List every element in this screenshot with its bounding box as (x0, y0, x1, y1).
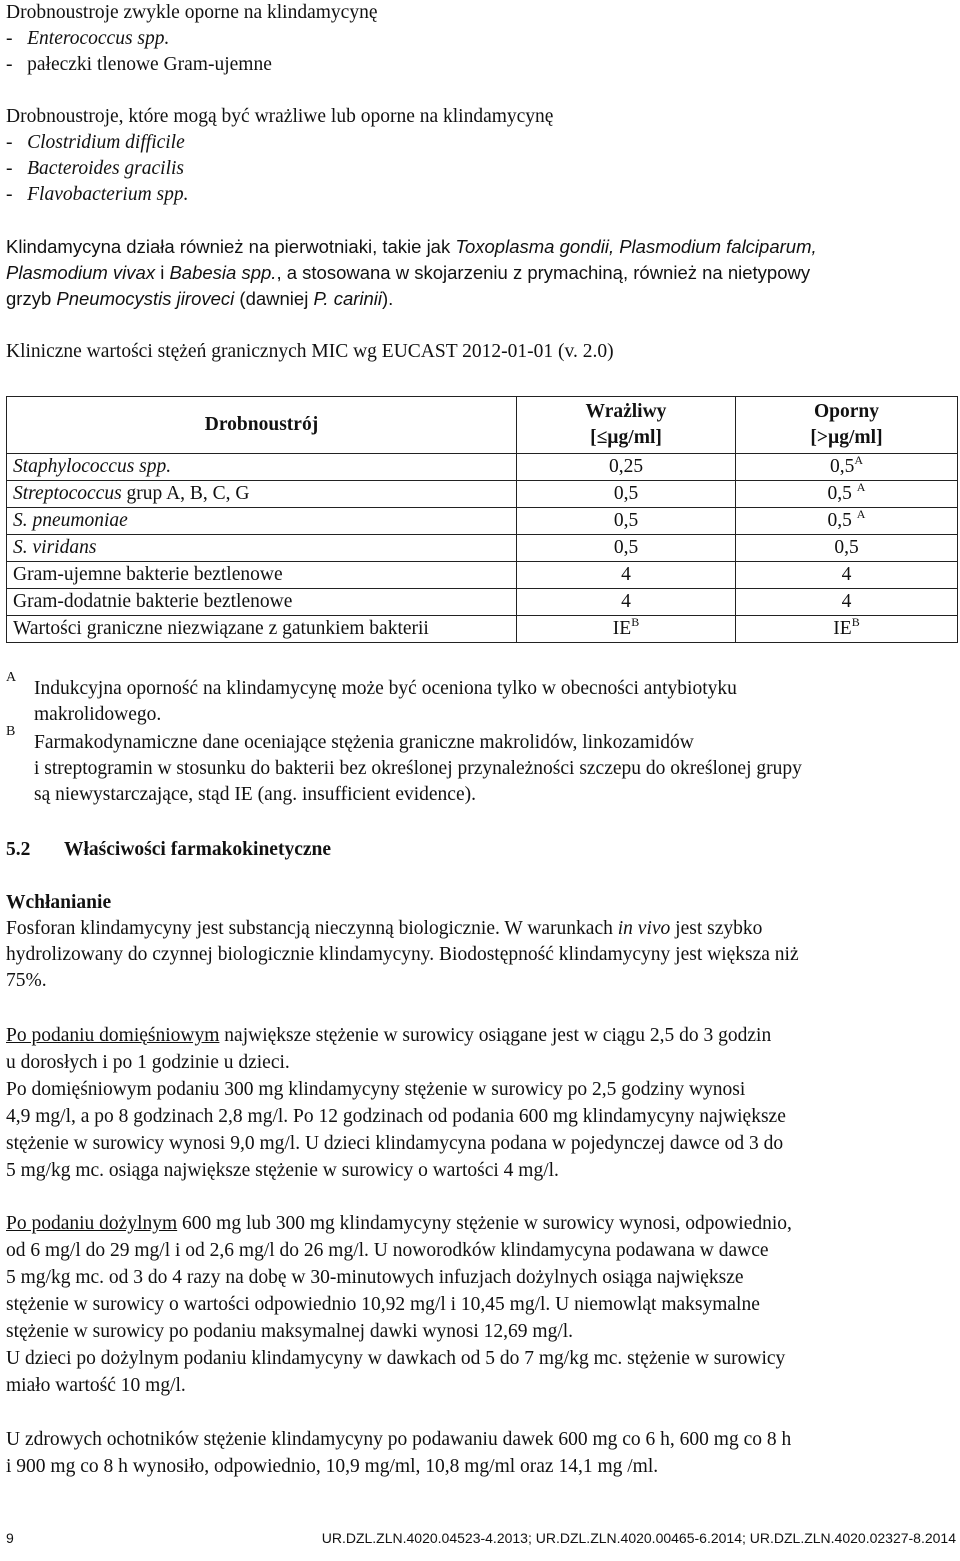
resistant-cell (736, 562, 958, 589)
value: IE (833, 618, 852, 639)
value: 4 (841, 591, 852, 612)
resistant-cell (736, 616, 958, 643)
table-row (7, 535, 958, 562)
susceptible-cell (517, 589, 736, 616)
susceptible-cell (517, 454, 736, 481)
page-number: 9 (6, 1530, 14, 1546)
value: 0,5 (834, 537, 859, 558)
table-row (7, 589, 958, 616)
footnote-ref: B (631, 615, 640, 629)
susceptible-cell (517, 508, 736, 535)
text: Fosforan klindamycyny jest substancją nieczynną biologicznie. W warunkach (6, 918, 618, 939)
text: , a stosowana w skojarzeniu z prymachiną, również na nietypowy (276, 262, 811, 283)
header-organism: Drobnoustrój (7, 397, 517, 454)
organism-cell (7, 589, 517, 616)
section-number: 5.2 (6, 839, 31, 860)
header-resistant (736, 397, 958, 454)
iv-line-6: U dzieci po dożylnym podaniu klindamycyny w dawkach od 5 do 7 mg/kg mc. stężenie w surowicy (6, 1348, 786, 1369)
iv-line-5: stężenie w surowicy po podaniu maksymalnej dawki wynosi 12,69 mg/l. (6, 1321, 574, 1342)
footnote-ref: A (856, 480, 866, 494)
organism-cell (7, 562, 517, 589)
text: i (155, 262, 170, 283)
volunteers-line-1: U zdrowych ochotników stężenie klindamycyny po podawaniu dawek 600 mg co 6 h, 600 mg co 8 h (6, 1429, 792, 1450)
organism-name: pałeczki tlenowe Gram-ujemne (27, 54, 272, 75)
value: IE (612, 618, 632, 639)
table-row (7, 616, 958, 643)
organism-name: Flavobacterium spp. (27, 184, 189, 205)
footnote-a-line-1: Indukcyjna oporność na klindamycynę może być oceniona tylko w obecności antybiotyku (34, 678, 737, 699)
value: 4 (841, 564, 852, 585)
iv-line-3: 5 mg/kg mc. od 3 do 4 razy na dobę w 30-minutowych infuzjach dożylnych osiąga największe (6, 1267, 744, 1288)
susceptible-cell (517, 481, 736, 508)
im-line-3: Po domięśniowym podaniu 300 mg klindamycyny stężenie w surowicy po 2,5 godziny wynosi (6, 1079, 746, 1100)
value: 0,5 (613, 537, 639, 558)
protozoa-line-1 (6, 234, 817, 260)
footnote-ref: A (856, 507, 866, 521)
organism-name: Clostridium difficile (27, 132, 185, 153)
text: Klindamycyna działa również na pierwotniaki, takie jak (6, 236, 456, 257)
organism-name: Toxoplasma gondii, Plasmodium falciparum, (455, 236, 817, 257)
protozoa-line-3 (6, 286, 393, 312)
section-title: Właściwości farmakokinetyczne (64, 839, 332, 860)
footnote-ref: B (851, 615, 860, 629)
value: 4 (621, 564, 631, 585)
susceptible-cell (517, 616, 736, 643)
text: grzyb (6, 288, 57, 309)
volunteers-line-2: i 900 mg co 8 h wynosiło, odpowiednio, 10,9 mg/ml, 10,8 mg/ml oraz 14,1 mg /ml. (6, 1456, 659, 1477)
susceptible-cell (517, 535, 736, 562)
resistant-cell (736, 454, 958, 481)
organism-cell (7, 616, 517, 643)
text: 600 mg lub 300 mg klindamycyny stężenie w surowicy wynosi, odpowiednio, (177, 1213, 792, 1234)
underlined-term: Po podaniu domięśniowym (6, 1025, 220, 1046)
table-row (7, 481, 958, 508)
organism-cell (7, 481, 517, 508)
value: 0,5 (613, 510, 639, 531)
organism-name: Plasmodium vivax (6, 262, 156, 283)
iv-line-4: stężenie w surowicy o wartości odpowiednio 10,92 mg/l i 10,45 mg/l. U niemowląt maksymalne (6, 1294, 760, 1315)
header-label: Wrażliwy (585, 401, 667, 422)
text-italic: in vivo (617, 918, 671, 939)
header-susceptible (517, 397, 736, 454)
variable-heading: Drobnoustroje, które mogą być wrażliwe lub oporne na klindamycynę (6, 106, 554, 127)
organism-rest: grup A, B, C, G (121, 483, 250, 504)
value: 0,5 (613, 483, 639, 504)
organism-name: Staphylococcus spp. (13, 456, 172, 477)
text: największe stężenie w surowicy osiągane jest w ciągu 2,5 do 3 godzin (219, 1025, 772, 1046)
value: 0,5 (827, 510, 852, 531)
resistant-cell (736, 508, 958, 535)
organism-name: Babesia spp. (169, 262, 277, 283)
organism-rest: Gram-ujemne bakterie beztlenowe (13, 564, 283, 585)
im-line-5: stężenie w surowicy wynosi 9,0 mg/l. U dzieci klindamycyna podana w pojedynczej dawce od 3 do (6, 1133, 784, 1154)
text: (dawniej (234, 288, 314, 309)
table-header-row (7, 397, 958, 454)
iv-line-1 (6, 1211, 792, 1237)
header-unit: [>µg/ml] (810, 427, 883, 448)
im-line-1 (6, 1023, 771, 1049)
resistant-cell (736, 589, 958, 616)
list-item: - Clostridium difficile (6, 132, 185, 153)
organism-cell (7, 454, 517, 481)
iv-line-2: od 6 mg/l do 29 mg/l i od 2,6 mg/l do 26 mg/l. U noworodków klindamycyna podawana w dawce (6, 1240, 769, 1261)
resistant-heading: Drobnoustroje zwykle oporne na klindamycynę (6, 2, 378, 23)
list-item: - Flavobacterium spp. (6, 184, 189, 205)
table-row (7, 562, 958, 589)
header-label: Oporny (813, 401, 879, 422)
organism-rest: Wartości graniczne niezwiązane z gatunkiem bakterii (13, 618, 429, 639)
organism-name: P. carinii (313, 288, 383, 309)
footnote-b-mark: B (6, 724, 16, 739)
footnote-a-line-2: makrolidowego. (34, 704, 162, 725)
organism-name: S. viridans (13, 537, 97, 558)
footnote-b-line-1: Farmakodynamiczne dane oceniające stężenia graniczne makrolidów, linkozamidów (34, 732, 694, 753)
footnote-a-mark: A (6, 670, 17, 685)
underlined-term: Po podaniu dożylnym (6, 1213, 178, 1234)
organism-name: S. pneumoniae (13, 510, 128, 531)
text: jest szybko (670, 918, 763, 939)
organism-rest: Gram-dodatnie bakterie beztlenowe (13, 591, 293, 612)
im-line-2: u dorosłych i po 1 godzinie u dzieci. (6, 1052, 290, 1073)
footnote-ref: A (854, 453, 864, 467)
organism-name: Bacteroides gracilis (27, 158, 185, 179)
value: 4 (621, 591, 631, 612)
value: 0,5 (827, 483, 852, 504)
organism-cell (7, 535, 517, 562)
value: 0,25 (608, 456, 644, 477)
table-row (7, 508, 958, 535)
mic-title: Kliniczne wartości stężeń granicznych MIC wg EUCAST 2012-01-01 (v. 2.0) (6, 341, 614, 362)
organism-name: Streptococcus (13, 483, 122, 504)
value: 0,5 (829, 456, 855, 477)
organism-name: Enterococcus spp. (27, 28, 170, 49)
resistant-cell (736, 481, 958, 508)
list-item: - Bacteroides gracilis (6, 158, 185, 179)
susceptible-cell (517, 562, 736, 589)
list-item: - pałeczki tlenowe Gram-ujemne (6, 54, 272, 75)
document-codes: UR.DZL.ZLN.4020.04523-4.2013; UR.DZL.ZLN.4020.00465-6.2014; UR.DZL.ZLN.4020.02327-8.2014 (321, 1530, 956, 1546)
absorption-line-1 (6, 916, 762, 942)
iv-line-7: miało wartość 10 mg/l. (6, 1375, 186, 1396)
organism-cell (7, 508, 517, 535)
mic-table (6, 396, 958, 643)
list-item: - Enterococcus spp. (6, 28, 170, 49)
text: ). (382, 288, 394, 309)
organism-name: Pneumocystis jiroveci (56, 288, 235, 309)
resistant-cell (736, 535, 958, 562)
subsection-title: Wchłanianie (6, 892, 112, 913)
protozoa-line-2 (6, 260, 810, 286)
footnote-b-line-2: i streptogramin w stosunku do bakterii bez określonej przynależności szczepu do określonej grupy (34, 758, 802, 779)
header-unit: [≤µg/ml] (590, 427, 662, 448)
im-line-4: 4,9 mg/l, a po 8 godzinach 2,8 mg/l. Po 12 godzinach od podania 600 mg klindamycyny największe (6, 1106, 786, 1127)
footnote-b-line-3: są niewystarczające, stąd IE (ang. insufficient evidence). (34, 784, 476, 805)
absorption-line-3: 75%. (6, 970, 47, 991)
absorption-line-2: hydrolizowany do czynnej biologicznie klindamycyny. Biodostępność klindamycyny jest większa niż (6, 944, 799, 965)
im-line-6: 5 mg/kg mc. osiąga największe stężenie w surowicy o wartości 4 mg/l. (6, 1160, 559, 1181)
table-row (7, 454, 958, 481)
